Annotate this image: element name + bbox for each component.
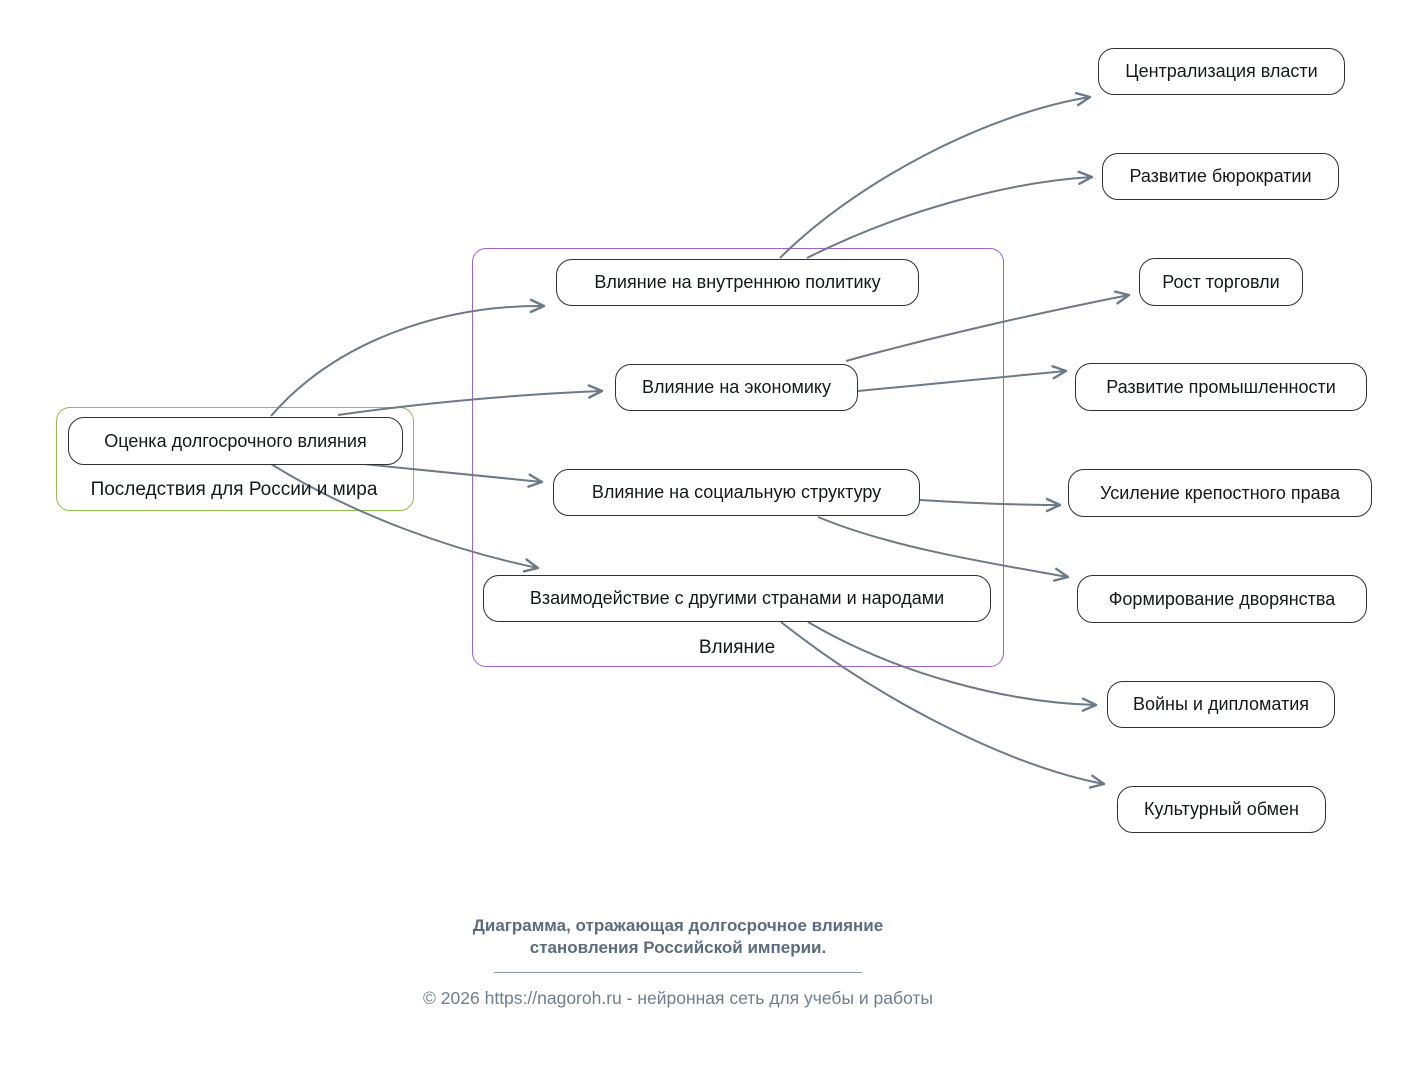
node-cultural-exchange: Культурный обмен (1117, 786, 1326, 833)
edge-social-serfdom (920, 500, 1060, 505)
edge-politics-centralization (780, 97, 1090, 258)
edge-social-nobility (818, 517, 1068, 577)
node-trade-growth: Рост торговли (1139, 258, 1303, 306)
edge-interaction-wars (808, 622, 1096, 705)
node-root: Оценка долгосрочного влияния (68, 417, 403, 465)
node-nobility: Формирование дворянства (1077, 575, 1367, 623)
edge-politics-bureaucracy (807, 177, 1092, 258)
caption-title-line2: становления Российской империи. (529, 938, 827, 957)
node-serfdom: Усиление крепостного права (1068, 469, 1372, 517)
edge-economy-industry (858, 371, 1066, 391)
caption-block (328, 915, 1028, 1009)
node-centralization: Централизация власти (1098, 48, 1345, 95)
group-consequences-label: Последствия для России и мира (90, 479, 378, 500)
node-interaction: Взаимодействие с другими странами и народами (483, 575, 991, 622)
node-wars-diplomacy: Войны и дипломатия (1107, 681, 1335, 728)
edge-root-politics (271, 306, 544, 416)
caption-footer: © 2026 https://nagoroh.ru - нейронная сеть для учебы и работы (423, 988, 933, 1008)
node-politics: Влияние на внутреннюю политику (556, 259, 919, 306)
node-social: Влияние на социальную структуру (553, 469, 920, 516)
node-industry: Развитие промышленности (1075, 363, 1367, 411)
caption-divider (494, 972, 862, 973)
caption-title-line1: Диаграмма, отражающая долгосрочное влияние (472, 916, 884, 935)
group-influence-label: Влияние (698, 637, 776, 658)
node-economy: Влияние на экономику (615, 364, 858, 411)
edge-root-economy (338, 391, 602, 415)
node-bureaucracy: Развитие бюрократии (1102, 153, 1339, 200)
